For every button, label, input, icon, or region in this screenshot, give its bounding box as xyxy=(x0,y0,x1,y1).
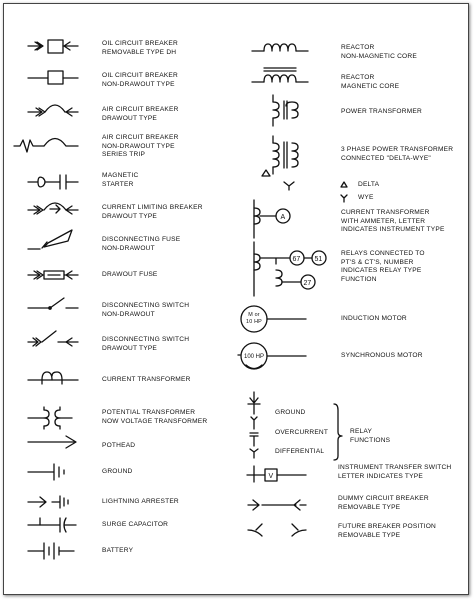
label-three-phase-transformer: 3 PHASE POWER TRANSFORMER CONNECTED "DELTA-WYE" xyxy=(341,146,454,162)
ammeter-letter: A xyxy=(280,214,286,221)
potential-transformer-symbol xyxy=(28,407,72,429)
power-transformer-symbol xyxy=(273,95,298,126)
air-circuit-breaker-drawout-symbol xyxy=(28,105,78,116)
oil-circuit-breaker-removable-symbol xyxy=(28,40,78,53)
current-limiting-breaker-symbol xyxy=(28,203,78,214)
ground-symbol xyxy=(28,464,64,480)
label-instrument-transfer-switch: INSTRUMENT TRANSFER SWITCH LETTER INDICATES TYPE xyxy=(338,464,452,480)
label-pothead: POTHEAD xyxy=(102,442,136,449)
label-oil-breaker-removable: OIL CIRCUIT BREAKER REMOVABLE TYPE DH xyxy=(102,40,178,56)
relay-functions-caption: RELAY FUNCTIONS xyxy=(350,428,391,444)
label-disconnecting-switch-drawout: DISCONNECTING SWITCH DRAWOUT TYPE xyxy=(102,336,190,352)
label-air-breaker-drawout: AIR CIRCUIT BREAKER DRAWOUT TYPE xyxy=(102,106,179,122)
label-current-transformer: CURRENT TRANSFORMER xyxy=(102,376,191,383)
label-magnetic-starter: MAGNETIC STARTER xyxy=(102,172,139,188)
disconnecting-switch-drawout-symbol xyxy=(28,331,78,346)
label-ground: GROUND xyxy=(102,468,133,475)
label-oil-breaker-nondrawout: OIL CIRCUIT BREAKER NON-DRAWOUT TYPE xyxy=(102,72,178,88)
battery-symbol xyxy=(28,543,74,559)
label-dummy-circuit-breaker: DUMMY CIRCUIT BREAKER REMOVABLE TYPE xyxy=(338,495,429,511)
pothead-symbol xyxy=(28,436,76,448)
instrument-transfer-switch-symbol xyxy=(247,466,306,482)
three-phase-transformer-symbol xyxy=(262,136,298,190)
relay-item-overcurrent: OVERCURRENT xyxy=(275,429,329,436)
future-breaker-position-symbol xyxy=(248,524,306,536)
label-lightning-arrester: LIGHTNING ARRESTER xyxy=(102,498,179,505)
relays-symbol xyxy=(254,242,326,296)
label-induction-motor: INDUCTION MOTOR xyxy=(341,315,407,322)
disconnecting-fuse-symbol xyxy=(28,230,72,249)
relay-67-label: 67 xyxy=(292,256,301,263)
disconnecting-switch-symbol xyxy=(28,298,78,309)
air-circuit-breaker-series-trip-symbol xyxy=(14,139,78,153)
label-power-transformer: POWER TRANSFORMER xyxy=(341,108,422,115)
current-transformer-symbol xyxy=(28,372,78,384)
relay-item-differential: DIFFERENTIAL xyxy=(275,448,325,455)
label-drawout-fuse: DRAWOUT FUSE xyxy=(102,271,158,278)
transfer-switch-letter: V xyxy=(268,473,274,480)
label-current-limiting-breaker: CURRENT LIMITING BREAKER DRAWOUT TYPE xyxy=(102,204,203,220)
label-disconnecting-switch: DISCONNECTING SWITCH NON-DRAWOUT xyxy=(102,302,190,318)
surge-capacitor-symbol xyxy=(28,518,76,532)
relay-item-ground: GROUND xyxy=(275,409,306,416)
label-air-breaker-series-trip: AIR CIRCUIT BREAKER NON-DRAWOUT TYPE SERIES TRIP xyxy=(102,134,179,159)
dummy-circuit-breaker-symbol xyxy=(248,500,306,510)
label-surge-capacitor: SURGE CAPACITOR xyxy=(102,521,169,528)
delta-wye-legend-symbols xyxy=(341,182,347,202)
label-synchronous-motor: SYNCHRONOUS MOTOR xyxy=(341,352,423,359)
label-battery: BATTERY xyxy=(102,547,134,554)
induction-motor-rating: M or 10 HP xyxy=(246,312,262,325)
reactor-nonmagnetic-symbol xyxy=(252,44,308,51)
label-future-breaker-position: FUTURE BREAKER POSITION REMOVABLE TYPE xyxy=(338,523,437,539)
lightning-arrester-symbol xyxy=(28,496,68,508)
label-ct-with-ammeter: CURRENT TRANSFORMER WITH AMMETER, LETTER INDICATES INSTRUMENT TYPE xyxy=(341,209,445,234)
label-relays: RELAYS CONNECTED TO PT'S & CT'S, NUMBER INDICATES RELAY TYPE FUNCTION xyxy=(341,250,425,283)
legend-wye-label: WYE xyxy=(358,194,374,201)
reactor-magnetic-symbol xyxy=(252,68,308,82)
label-disconnecting-fuse: DISCONNECTING FUSE NON-DRAWOUT xyxy=(102,236,181,252)
relay-27-label: 27 xyxy=(303,280,312,287)
magnetic-starter-symbol xyxy=(28,175,78,189)
label-potential-transformer: POTENTIAL TRANSFORMER NOW VOLTAGE TRANSFORMER xyxy=(102,409,208,425)
legend-delta-label: DELTA xyxy=(358,181,380,188)
label-reactor-nonmagnetic: REACTOR NON-MAGNETIC CORE xyxy=(341,44,417,60)
drawout-fuse-symbol xyxy=(28,271,78,279)
label-reactor-magnetic: REACTOR MAGNETIC CORE xyxy=(341,74,400,90)
relay-51-label: 51 xyxy=(314,256,323,263)
synchronous-motor-rating: 100 HP xyxy=(244,354,265,360)
oil-circuit-breaker-nondrawout-symbol xyxy=(28,71,78,84)
